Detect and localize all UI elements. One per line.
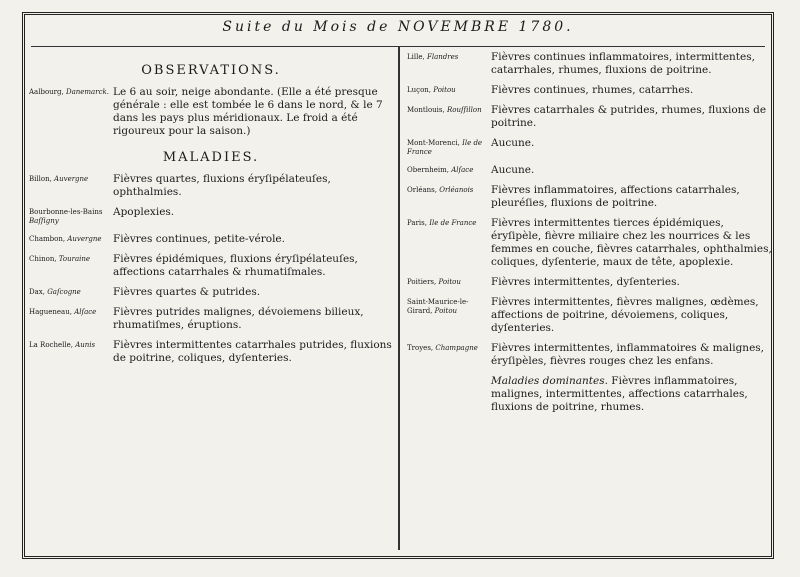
place-region: Baſſigny <box>29 217 59 225</box>
disease-text: Fièvres continues, rhumes, catarrhes. <box>491 84 694 96</box>
place-region: Champagne <box>435 344 478 352</box>
maladies-list-continued <box>407 51 773 368</box>
list-item <box>29 286 393 299</box>
dominant-text: Fièvres inflammatoires, malignes, intermittentes, affections catarrhales, fluxions de poitrine, rhumes. <box>491 375 748 413</box>
disease-text: Fièvres continues inflammatoires, intermittentes, catarrhales, rhumes, fluxions de poitrine. <box>491 51 755 76</box>
place-name: Chambon, <box>29 235 66 243</box>
place-name: Saint-Maurice-le-Girard, <box>407 298 469 315</box>
page-frame <box>22 12 774 559</box>
place-label <box>407 184 491 210</box>
list-item <box>29 233 393 246</box>
disease-text: Fièvres intermittentes catarrhales putrides, fluxions de poitrine, coliques, dyſenteries. <box>113 339 392 364</box>
place-region: Touraine <box>58 255 91 263</box>
place-name: Lille, <box>407 53 425 61</box>
disease-text: Fièvres intermittentes, dyſenteries. <box>491 276 680 288</box>
list-item <box>29 339 393 365</box>
place-name: Troyes, <box>407 344 434 352</box>
place-region: Danemarck. <box>65 88 109 96</box>
place-region: Alſace <box>74 308 97 316</box>
place-name: Dax, <box>29 288 45 296</box>
place-name: Billon, <box>29 175 52 183</box>
list-item <box>407 137 773 157</box>
disease-text: Aucune. <box>491 137 535 149</box>
place-name: Luçon, <box>407 86 432 94</box>
place-name: Orléans, <box>407 186 437 194</box>
place-name: Paris, <box>407 219 427 227</box>
place-label <box>407 296 491 335</box>
disease-text: Fièvres putrides malignes, dévoiemens bilieux, rhumatiſmes, éruptions. <box>113 306 364 331</box>
observations-title: OBSERVATIONS. <box>141 63 281 78</box>
dominant-label: Maladies dominantes. <box>491 375 608 387</box>
place-label <box>29 253 113 279</box>
disease-text: Fièvres catarrhales & putrides, rhumes, fluxions de poitrine. <box>491 104 767 129</box>
page-header: Suite du Mois de NOVEMBRE 1780. <box>222 19 574 35</box>
place-name: Poitiers, <box>407 278 437 286</box>
place-region: Poitou <box>434 307 458 315</box>
list-item <box>407 51 773 77</box>
place-name: La Rochelle, <box>29 341 73 349</box>
place-label <box>407 84 491 97</box>
disease-text: Fièvres quartes, fluxions éryſipélateuſes, ophthalmies. <box>113 173 331 198</box>
list-item <box>29 206 393 226</box>
place-label <box>29 286 113 299</box>
place-region: Orléanois <box>439 186 474 194</box>
place-label <box>407 164 491 177</box>
list-item <box>407 276 773 289</box>
disease-text: Fièvres inflammatoires, affections catarrhales, pleuréſies, fluxions de poitrine. <box>491 184 740 209</box>
place-label <box>407 276 491 289</box>
place-label <box>29 233 113 246</box>
disease-text: Apoplexies. <box>113 206 175 218</box>
list-item <box>29 253 393 279</box>
place-name: Aalbourg, <box>29 88 64 96</box>
place-label <box>29 206 113 226</box>
observation-entry <box>29 86 393 138</box>
disease-text: Fièvres intermittentes, fièvres malignes, œdèmes, affections de poitrine, dévoiemens, coliques, dyſenteries. <box>491 296 759 334</box>
place-name: Montlouis, <box>407 106 445 114</box>
place-label <box>407 104 491 130</box>
disease-text: Fièvres intermittentes, inflammatoires & malignes, éryſipèles, fièvres rouges chez les enfans. <box>491 342 765 367</box>
left-column <box>29 51 393 372</box>
place-region: Rouſſillon <box>446 106 482 114</box>
list-item <box>407 84 773 97</box>
list-item <box>407 342 773 368</box>
disease-text: Fièvres continues, petite-vérole. <box>113 233 285 245</box>
disease-text: Fièvres épidémiques, fluxions éryſipélateuſes, affections catarrhales & rhumatiſmales. <box>113 253 358 278</box>
place-name: Hagueneau, <box>29 308 72 316</box>
place-name: Bourbonne-les-Bains <box>29 208 103 216</box>
place-name: Obernheim, <box>407 166 449 174</box>
list-item <box>407 184 773 210</box>
list-item <box>407 296 773 335</box>
maladies-list <box>29 173 393 365</box>
dominant-diseases <box>491 375 773 414</box>
place-label <box>407 137 491 157</box>
disease-text: Fièvres quartes & putrides. <box>113 286 261 298</box>
place-region: Auvergne <box>67 235 102 243</box>
list-item <box>29 306 393 332</box>
right-column <box>407 51 773 414</box>
place-region: Ile de France <box>429 219 477 227</box>
place-region: Alſace <box>451 166 474 174</box>
place-label <box>407 342 491 368</box>
observation-text: Le 6 au soir, neige abondante. (Elle a été presque générale : elle est tombée le 6 dans le nord, & le 7 dans les pays plus méridionaux. Le froid a été rigoureux pour la saison.) <box>113 86 383 137</box>
place-region: Auvergne <box>54 175 89 183</box>
place-region: Ile de France <box>407 139 483 156</box>
list-item <box>29 173 393 199</box>
place-region: Aunis <box>75 341 96 349</box>
place-label <box>29 306 113 332</box>
list-item <box>407 217 773 269</box>
place-label <box>29 173 113 199</box>
maladies-title: MALADIES. <box>162 150 260 165</box>
place-label <box>29 86 113 138</box>
place-region: Poitou <box>433 86 456 94</box>
disease-text: Fièvres intermittentes tierces épidémiques, éryſipèle, fièvre miliaire chez les nourrices & les femmes en couche, fièvres catarrhales, ophthalmies, coliques, dyſenterie, maux de tête, apoplexie. <box>491 217 772 268</box>
place-region: Gaſcogne <box>47 288 81 296</box>
place-region: Poitou <box>438 278 461 286</box>
disease-text: Aucune. <box>491 164 535 176</box>
list-item <box>407 164 773 177</box>
list-item <box>407 104 773 130</box>
place-label <box>407 217 491 269</box>
place-label <box>29 339 113 365</box>
place-name: Chinon, <box>29 255 57 263</box>
place-label <box>407 51 491 77</box>
place-region: Flandres <box>426 53 459 61</box>
column-divider <box>398 47 400 550</box>
place-name: Mont-Morenci, <box>407 139 460 147</box>
